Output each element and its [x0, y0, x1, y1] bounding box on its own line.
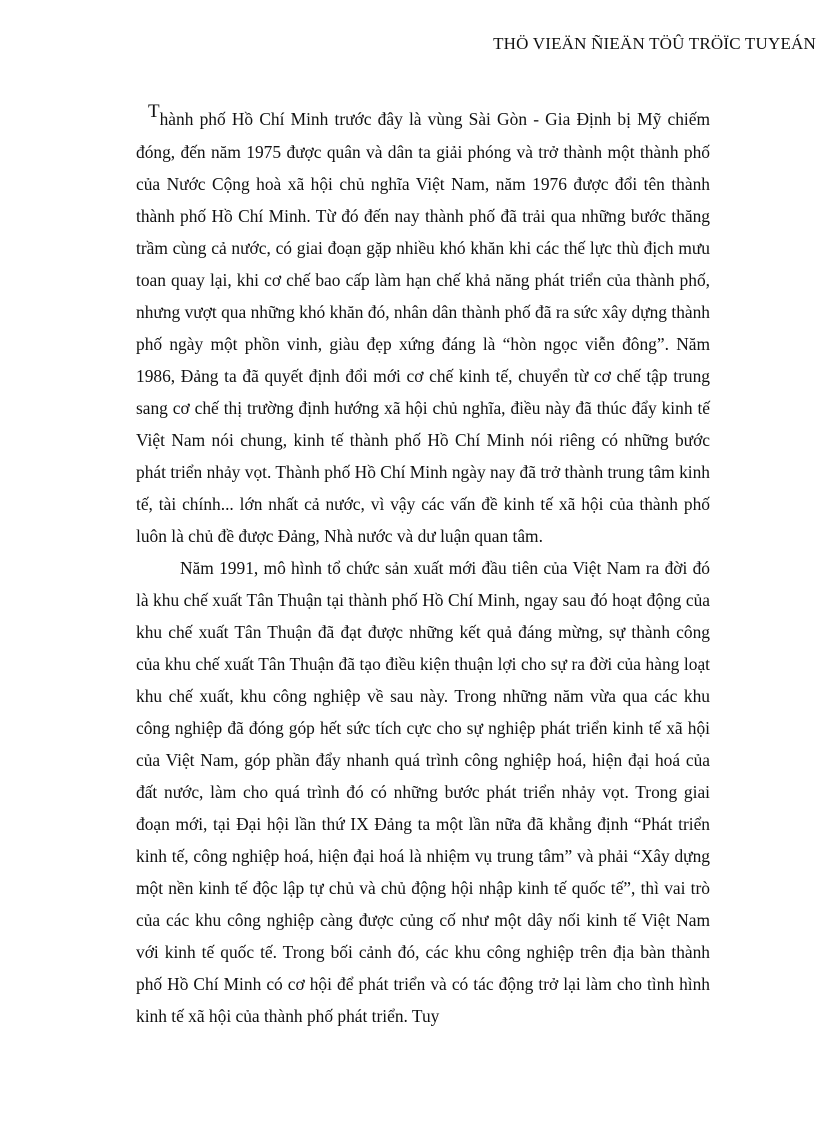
drop-cap: T: [148, 101, 160, 122]
paragraph-2-text: Năm 1991, mô hình tổ chức sản xuất mới đầu tiên của Việt Nam ra đời đó là khu chế xuất Tân Thuận tại thành phố Hồ Chí Minh, ngay sau đó hoạt động của khu chế xuất Tân Thuận đã đạt được những kết quả đáng mừng, sự thành công của khu chế xuất Tân Thuận đã tạo điều kiện thuận lợi cho sự ra đời của hàng loạt khu chế xuất, khu công nghiệp về sau này. Trong những năm vừa qua các khu công nghiệp đã đóng góp hết sức tích cực cho sự nghiệp phát triển kinh tế xã hội của Việt Nam, góp phần đẩy nhanh quá trình công nghiệp hoá, hiện đại hoá của đất nước, làm cho quá trình đó có những bước phát triển nhảy vọt. Trong giai đoạn mới, tại Đại hội lần thứ IX Đảng ta một lần nữa đã khẳng định “Phát triển kinh tế, công nghiệp hoá, hiện đại hoá là nhiệm vụ trung tâm” và phải “Xây dựng một nền kinh tế độc lập tự chủ và chủ động hội nhập kinh tế quốc tế”, thì vai trò của các khu công nghiệp càng được củng cố như một dây nối kinh tế Việt Nam với kinh tế quốc tế. Trong bối cảnh đó, các khu công nghiệp trên địa bàn thành phố Hồ Chí Minh có cơ hội để phát triển và có tác động trở lại làm cho tình hình kinh tế xã hội của thành phố phát triển. Tuy: [136, 558, 710, 1026]
paragraph-2: [136, 552, 710, 1032]
document-body: [136, 103, 710, 1032]
page-header: THÖ VIEÄN ÑIEÄN TÖÛ TRÖÏC TUYEÁN: [493, 34, 816, 53]
paragraph-1: [136, 103, 710, 552]
paragraph-1-text: hành phố Hồ Chí Minh trước đây là vùng Sài Gòn - Gia Định bị Mỹ chiếm đóng, đến năm 1975 được quân và dân ta giải phóng và trở thành một thành phố của Nước Cộng hoà xã hội chủ nghĩa Việt Nam, năm 1976 được đổi tên thành thành phố Hồ Chí Minh. Từ đó đến nay thành phố đã trải qua những bước thăng trầm cùng cả nước, có giai đoạn gặp nhiều khó khăn khi các thế lực thù địch mưu toan quay lại, khi cơ chế bao cấp làm hạn chế khả năng phát triển của thành phố, nhưng vượt qua những khó khăn đó, nhân dân thành phố đã ra sức xây dựng thành phố ngày một phồn vinh, giàu đẹp xứng đáng là “hòn ngọc viễn đông”. Năm 1986, Đảng ta đã quyết định đổi mới cơ chế kinh tế, chuyển từ cơ chế tập trung sang cơ chế thị trường định hướng xã hội chủ nghĩa, điều này đã thúc đẩy kinh tế Việt Nam nói chung, kinh tế thành phố Hồ Chí Minh nói riêng có những bước phát triển nhảy vọt. Thành phố Hồ Chí Minh ngày nay đã trở thành trung tâm kinh tế, tài chính... lớn nhất cả nước, vì vậy các vấn đề kinh tế xã hội của thành phố luôn là chủ đề được Đảng, Nhà nước và dư luận quan tâm.: [136, 109, 710, 546]
